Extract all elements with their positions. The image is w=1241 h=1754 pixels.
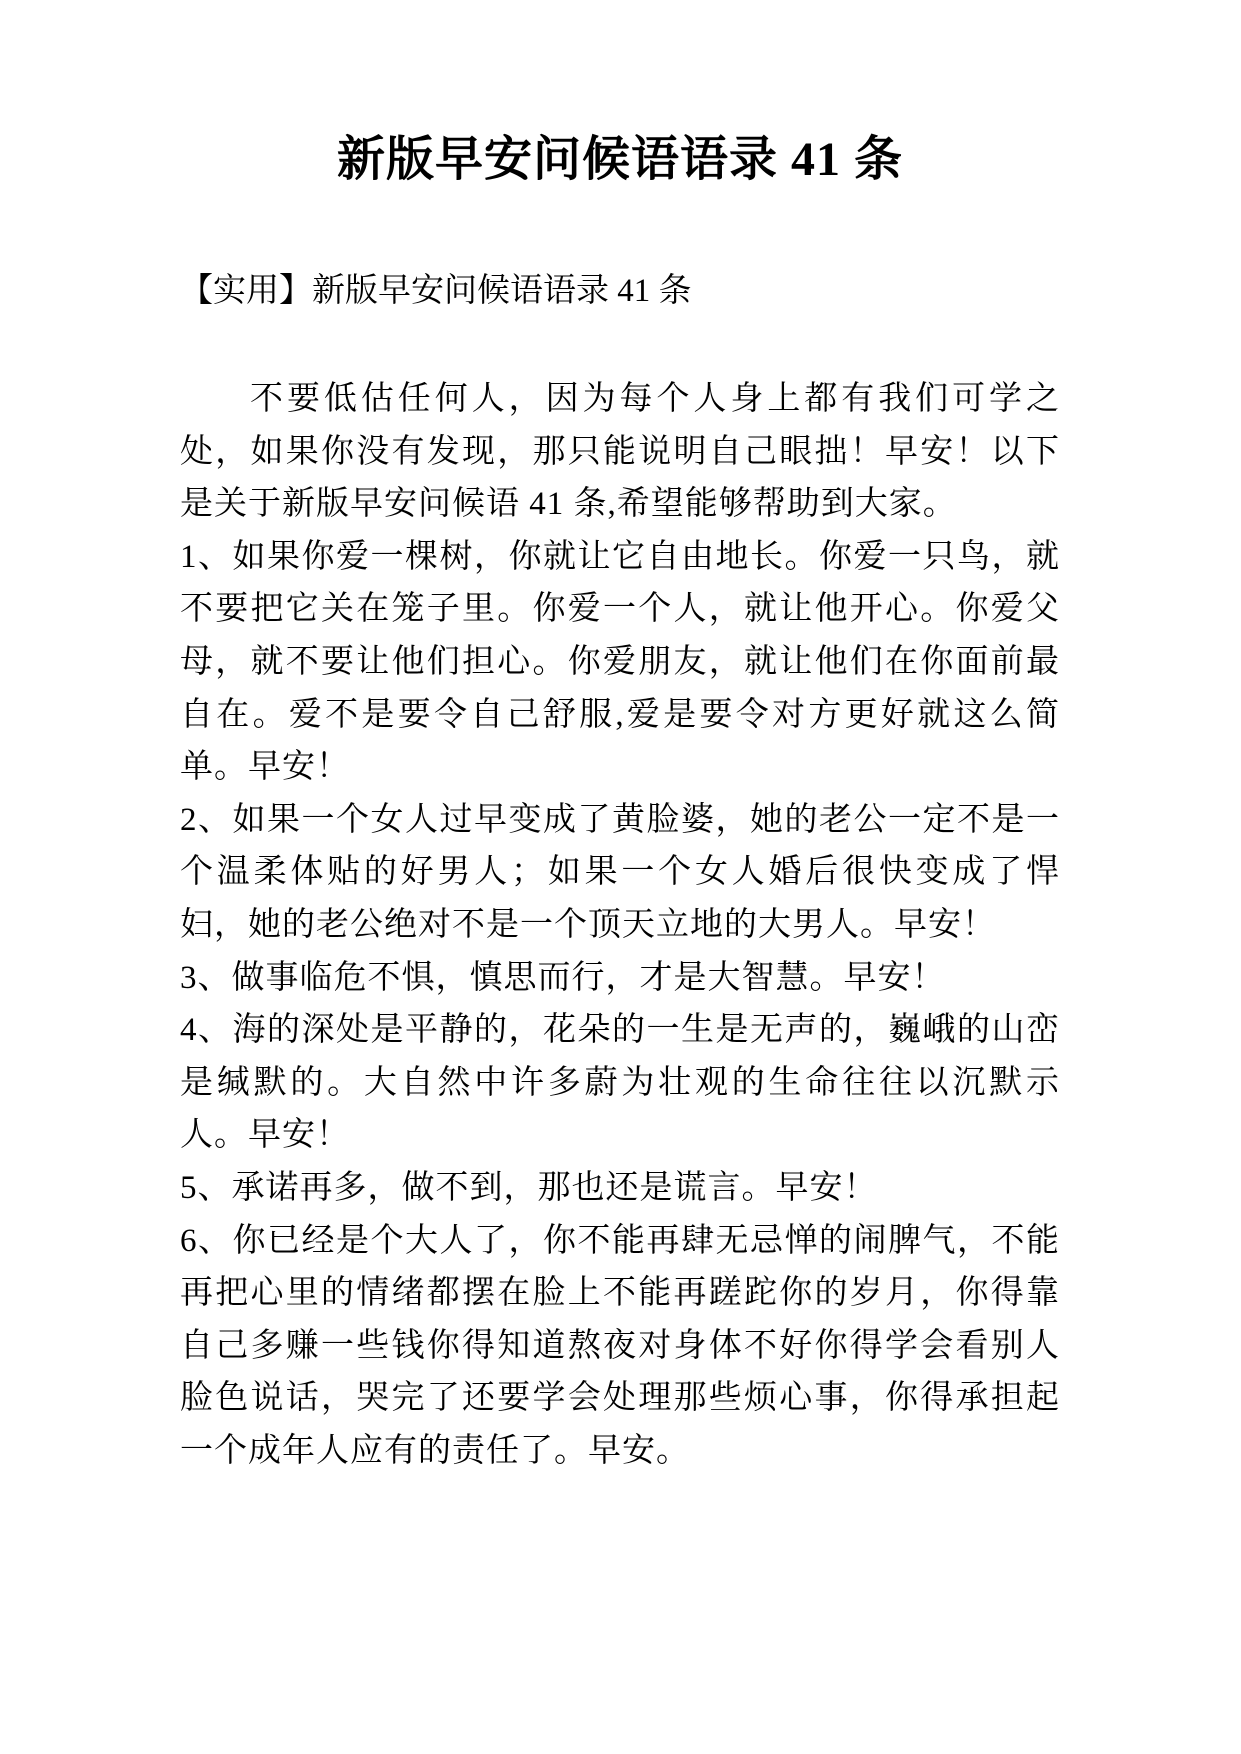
quote-item-2: 2、如果一个女人过早变成了黄脸婆，她的老公一定不是一个温柔体贴的好男人；如果一个女人婚后很快变成了悍妇，她的老公绝对不是一个顶天立地的大男人。早安！ (180, 801, 1060, 943)
document-body (180, 373, 1060, 1477)
intro-paragraph: 不要低估任何人，因为每个人身上都有我们可学之处，如果你没有发现，那只能说明自己眼拙！早安！以下是关于新版早安问候语 41 条,希望能够帮助到大家。 (180, 381, 1060, 523)
quote-item-6: 6、你已经是个大人了，你不能再肆无忌惮的闹脾气，不能再把心里的情绪都摆在脸上不能再蹉跎你的岁月，你得靠自己多赚一些钱你得知道熬夜对身体不好你得学会看别人脸色说话，哭完了还要学会处理那些烦心事，你得承担起一个成年人应有的责任了。早安。 (180, 1222, 1060, 1469)
quote-item-5: 5、承诺再多，做不到，那也还是谎言。早安！ (180, 1169, 878, 1206)
document-title: 新版早安问候语语录 41 条 (336, 133, 903, 186)
quote-item-3: 3、做事临危不惧，慎思而行，才是大智慧。早安！ (180, 959, 946, 996)
quote-item-4: 4、海的深处是平静的，花朵的一生是无声的，巍峨的山峦是缄默的。大自然中许多蔚为壮观的生命往往以沉默示人。早安！ (180, 1012, 1060, 1154)
document-subtitle: 【实用】新版早安问候语语录 41 条 (180, 273, 692, 309)
quote-item-1: 1、如果你爱一棵树，你就让它自由地长。你爱一只鸟，就不要把它关在笼子里。你爱一个人，就让他开心。你爱父母，就不要让他们担心。你爱朋友，就让他们在你面前最自在。爱不是要令自己舒服,爱是要令对方更好就这么简单。早安！ (180, 538, 1060, 786)
